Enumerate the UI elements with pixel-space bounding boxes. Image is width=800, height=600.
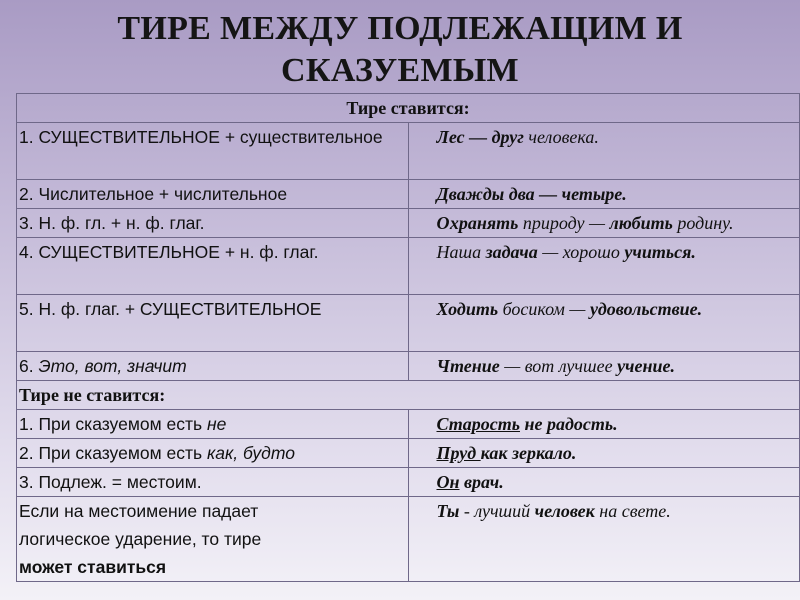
example-cell: Чтение — вот лучшее учение. xyxy=(408,352,800,381)
example-cell: Он врач. xyxy=(408,468,800,497)
section-header-row xyxy=(17,94,800,123)
example-cell: Пруд как зеркало. xyxy=(408,439,800,468)
example-cell: Ходить босиком — удовольствие. xyxy=(408,295,800,352)
table-row xyxy=(17,238,800,295)
example-cell: Старость не радость. xyxy=(408,410,800,439)
page-title xyxy=(0,8,800,92)
rule-cell: 3. Н. ф. гл. + н. ф. глаг. xyxy=(17,209,409,238)
table-row xyxy=(17,295,800,352)
section-header-row xyxy=(17,381,800,410)
rules-table xyxy=(16,93,800,582)
table-row xyxy=(17,209,800,238)
rule-cell: 1. СУЩЕСТВИТЕЛЬНОЕ + существительное xyxy=(17,123,409,180)
example-cell: Охранять природу — любить родину. xyxy=(408,209,800,238)
rule-cell: 2. Числительное + числительное xyxy=(17,180,409,209)
table-row xyxy=(17,180,800,209)
table-row xyxy=(17,439,800,468)
rule-cell: 6. Это, вот, значит xyxy=(17,352,409,381)
rule-cell: Если на местоимение падает логическое ударение, то тире может ставиться xyxy=(17,497,409,582)
table-row xyxy=(17,352,800,381)
example-cell: Наша задача — хорошо учиться. xyxy=(408,238,800,295)
rule-cell: 2. При сказуемом есть как, будто xyxy=(17,439,409,468)
rule-cell: 5. Н. ф. глаг. + СУЩЕСТВИТЕЛЬНОЕ xyxy=(17,295,409,352)
table-row xyxy=(17,497,800,582)
section-header-dash-used: Тире ставится: xyxy=(17,94,800,123)
title-line-2: СКАЗУЕМЫМ xyxy=(281,52,519,89)
table-row xyxy=(17,123,800,180)
rule-cell: 1. При сказуемом есть не xyxy=(17,410,409,439)
example-cell: Дважды два — четыре. xyxy=(408,180,800,209)
title-line-1: ТИРЕ МЕЖДУ ПОДЛЕЖАЩИМ И xyxy=(117,10,683,47)
table-row xyxy=(17,468,800,497)
table-row xyxy=(17,410,800,439)
rule-cell: 3. Подлеж. = местоим. xyxy=(17,468,409,497)
example-cell: Лес — друг человека. xyxy=(408,123,800,180)
section-header-no-dash: Тире не ставится: xyxy=(17,381,800,410)
example-cell: Ты - лучший человек на свете. xyxy=(408,497,800,582)
rule-cell: 4. СУЩЕСТВИТЕЛЬНОЕ + н. ф. глаг. xyxy=(17,238,409,295)
